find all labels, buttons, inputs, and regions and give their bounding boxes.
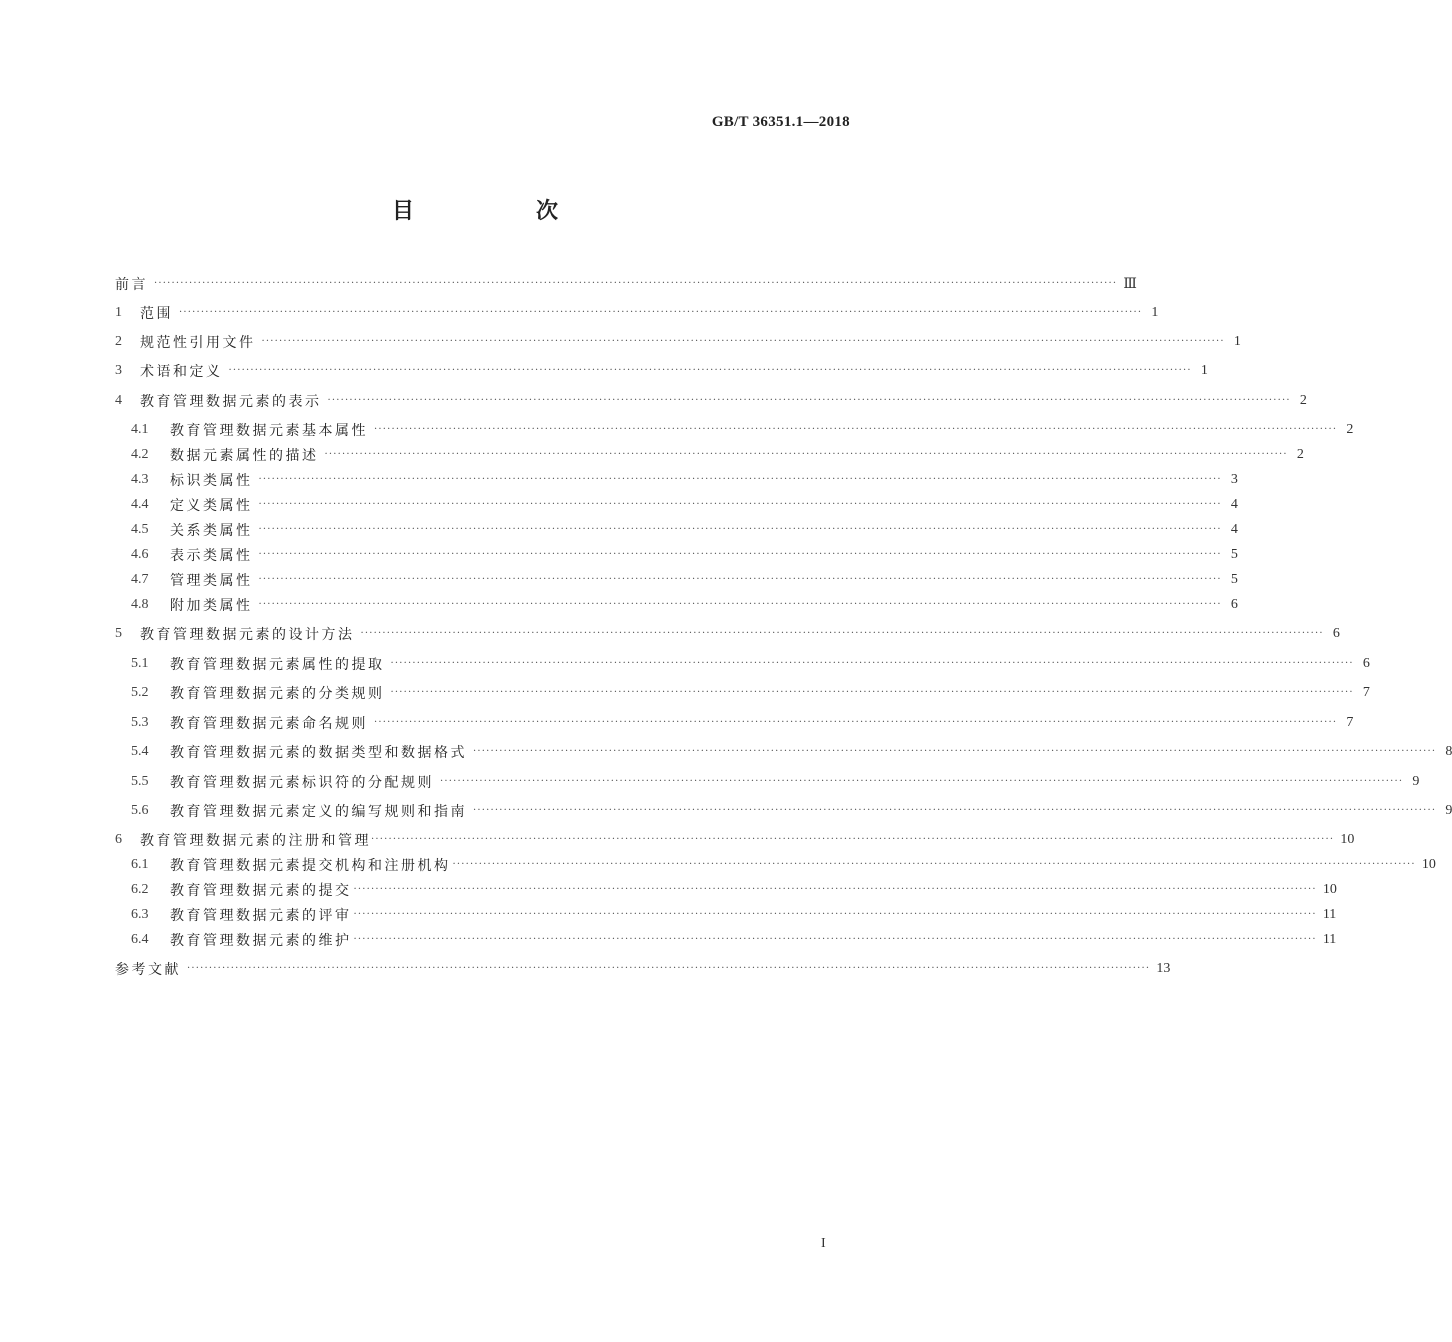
toc-entry-page: Ⅲ [1123, 276, 1137, 292]
toc-entry-number: 5.4 [131, 744, 149, 759]
toc-entry-number: 6 [115, 832, 122, 847]
toc-entry-4-4[interactable] [131, 493, 1238, 517]
toc-entry-4-8[interactable] [131, 593, 1238, 617]
toc-entry-page: 4 [1230, 497, 1238, 512]
toc-entry-label: 教育管理数据元素提交机构和注册机构 [170, 858, 451, 874]
toc-entry-6-4[interactable] [131, 928, 1337, 952]
toc-title: 目 次 [391, 199, 608, 224]
toc-entry-number: 4.6 [131, 547, 149, 562]
toc-entry-label: 教育管理数据元素基本属性 [170, 423, 368, 439]
leader-dots: ···························································································································································································································· [374, 717, 1338, 728]
toc-entry-page: 11 [1322, 932, 1337, 947]
toc-entry-page: 7 [1362, 685, 1370, 700]
toc-entry-label: 教育管理数据元素的表示 [140, 394, 322, 410]
toc-entry-label: 数据元素属性的描述 [170, 448, 319, 464]
leader-dots: ···························································································································································································································· [360, 628, 1324, 639]
toc-entry-label: 教育管理数据元素的分类规则 [170, 686, 385, 702]
leader-dots: ···························································································································································································································· [258, 474, 1222, 485]
toc-entry-label: 教育管理数据元素的评审 [170, 908, 352, 924]
leader-dots: ···························································································································································································································· [261, 336, 1225, 347]
toc-entry-page: 4 [1230, 522, 1238, 537]
toc-entry-label: 术语和定义 [140, 364, 223, 380]
toc-entry-label: 教育管理数据元素的设计方法 [140, 627, 355, 643]
leader-dots: ···························································································································································································································· [258, 599, 1222, 610]
toc-entry-label: 教育管理数据元素的数据类型和数据格式 [170, 745, 467, 761]
toc-entry-label: 范围 [140, 306, 173, 322]
toc-entry-4-2[interactable] [131, 443, 1304, 467]
leader-dots: ···························································································································································································································· [353, 884, 1317, 895]
leader-dots: ···························································································································································································································· [374, 424, 1338, 435]
toc-entry-number: 5.2 [131, 685, 149, 700]
toc-entry-label: 标识类属性 [170, 473, 253, 489]
toc-entry-number: 5.3 [131, 715, 149, 730]
leader-dots: ···························································································································································································································· [473, 805, 1437, 816]
toc-entry-page: 2 [1299, 393, 1307, 408]
toc-entry-3[interactable] [115, 359, 1208, 383]
leader-dots: ···························································································································································································································· [390, 687, 1354, 698]
toc-entry-page: 10 [1322, 882, 1337, 897]
toc-entry-4-6[interactable] [131, 543, 1238, 567]
toc-entry-4[interactable] [115, 389, 1307, 413]
toc-entry-5-6[interactable] [131, 799, 1452, 823]
leader-dots: ···························································································································································································································· [440, 776, 1404, 787]
toc-entry-number: 6.2 [131, 882, 149, 897]
toc-entry-5-5[interactable] [131, 770, 1420, 794]
toc-entry-page: 1 [1200, 363, 1208, 378]
toc-entry-6-2[interactable] [131, 878, 1337, 902]
leader-dots: ···························································································································································································································· [258, 524, 1222, 535]
toc-entry-number: 5.5 [131, 774, 149, 789]
toc-entry-page: 9 [1445, 803, 1452, 818]
leader-dots: ···························································································································································································································· [473, 746, 1437, 757]
toc-entry-number: 4.2 [131, 447, 149, 462]
leader-dots: ···························································································································································································································· [390, 658, 1354, 669]
leader-dots: ···························································································································································································································· [187, 963, 1151, 974]
leader-dots: ···························································································································································································································· [258, 549, 1222, 560]
leader-dots: ···························································································································································································································· [371, 834, 1335, 845]
toc-entry-6-1[interactable] [131, 853, 1436, 877]
toc-entry-page: 1 [1151, 305, 1159, 320]
toc-entry-5-1[interactable] [131, 652, 1370, 676]
toc-entry-label: 前言 [115, 277, 148, 293]
toc-entry-page: 2 [1346, 422, 1354, 437]
toc-entry-page: 10 [1421, 857, 1436, 872]
leader-dots: ···························································································································································································································· [327, 395, 1291, 406]
leader-dots: ···························································································································································································································· [154, 278, 1118, 289]
leader-dots: ···························································································································································································································· [353, 934, 1317, 945]
toc-entry-number: 4.1 [131, 422, 149, 437]
leader-dots: ···························································································································································································································· [324, 449, 1288, 460]
toc-entry-page: 6 [1332, 626, 1340, 641]
toc-entry-page: 13 [1156, 961, 1171, 976]
toc-entry-number: 2 [115, 334, 122, 349]
toc-entry-references[interactable] [115, 957, 1171, 981]
toc-entry-4-7[interactable] [131, 568, 1238, 592]
leader-dots: ···························································································································································································································· [179, 307, 1143, 318]
toc-entry-label: 规范性引用文件 [140, 335, 256, 351]
document-code: GB/T 36351.1—2018 [711, 114, 850, 130]
leader-dots: ···························································································································································································································· [452, 859, 1416, 870]
toc-entry-label: 教育管理数据元素命名规则 [170, 716, 368, 732]
toc-entry-number: 4.4 [131, 497, 149, 512]
toc-entry-1[interactable] [115, 301, 1159, 325]
toc-entry-5[interactable] [115, 622, 1340, 646]
toc-entry-5-4[interactable] [131, 740, 1452, 764]
toc-entry-number: 1 [115, 305, 122, 320]
toc-entry-2[interactable] [115, 330, 1241, 354]
leader-dots: ···························································································································································································································· [258, 499, 1222, 510]
toc-entry-page: 5 [1230, 572, 1238, 587]
toc-entry-page: 9 [1412, 774, 1420, 789]
toc-entry-label: 教育管理数据元素的维护 [170, 933, 352, 949]
toc-entry-label: 教育管理数据元素定义的编写规则和指南 [170, 804, 467, 820]
toc-entry-number: 4 [115, 393, 122, 408]
toc-entry-label: 定义类属性 [170, 498, 253, 514]
toc-entry-label: 教育管理数据元素的注册和管理 [140, 833, 371, 849]
toc-entry-6[interactable] [115, 828, 1355, 852]
toc-entry-label: 参考文献 [115, 962, 181, 978]
leader-dots: ···························································································································································································································· [228, 365, 1192, 376]
toc-entry-label: 表示类属性 [170, 548, 253, 564]
toc-entry-page: 8 [1445, 744, 1452, 759]
toc-entry-4-3[interactable] [131, 468, 1238, 492]
toc-entry-label: 管理类属性 [170, 573, 253, 589]
page-number: I [821, 1236, 826, 1251]
toc-entry-5-3[interactable] [131, 711, 1354, 735]
toc-entry-number: 4.8 [131, 597, 149, 612]
toc-entry-5-2[interactable] [131, 681, 1370, 705]
toc-entry-label: 附加类属性 [170, 598, 253, 614]
toc-entry-number: 3 [115, 363, 122, 378]
toc-entry-number: 6.1 [131, 857, 149, 872]
toc-entry-4-1[interactable] [131, 418, 1354, 442]
toc-entry-label: 关系类属性 [170, 523, 253, 539]
toc-entry-foreword[interactable] [115, 272, 1137, 296]
toc-entry-page: 6 [1230, 597, 1238, 612]
toc-entry-4-5[interactable] [131, 518, 1238, 542]
toc-entry-page: 3 [1230, 472, 1238, 487]
toc-entry-label: 教育管理数据元素属性的提取 [170, 657, 385, 673]
toc-entry-page: 11 [1322, 907, 1337, 922]
toc-entry-number: 6.3 [131, 907, 149, 922]
toc-entry-number: 5.1 [131, 656, 149, 671]
toc-entry-number: 6.4 [131, 932, 149, 947]
toc-entry-page: 10 [1340, 832, 1355, 847]
toc-entry-6-3[interactable] [131, 903, 1337, 927]
leader-dots: ···························································································································································································································· [258, 574, 1222, 585]
toc-entry-page: 7 [1346, 715, 1354, 730]
toc-entry-page: 6 [1362, 656, 1370, 671]
toc-entry-page: 5 [1230, 547, 1238, 562]
toc-entry-number: 5.6 [131, 803, 149, 818]
toc-entry-page: 1 [1233, 334, 1241, 349]
toc-entry-number: 4.3 [131, 472, 149, 487]
toc-entry-number: 4.5 [131, 522, 149, 537]
toc-entry-label: 教育管理数据元素的提交 [170, 883, 352, 899]
toc-entry-number: 5 [115, 626, 122, 641]
toc-entry-number: 4.7 [131, 572, 149, 587]
leader-dots: ···························································································································································································································· [353, 909, 1317, 920]
toc-entry-label: 教育管理数据元素标识符的分配规则 [170, 775, 434, 791]
toc-entry-page: 2 [1296, 447, 1304, 462]
